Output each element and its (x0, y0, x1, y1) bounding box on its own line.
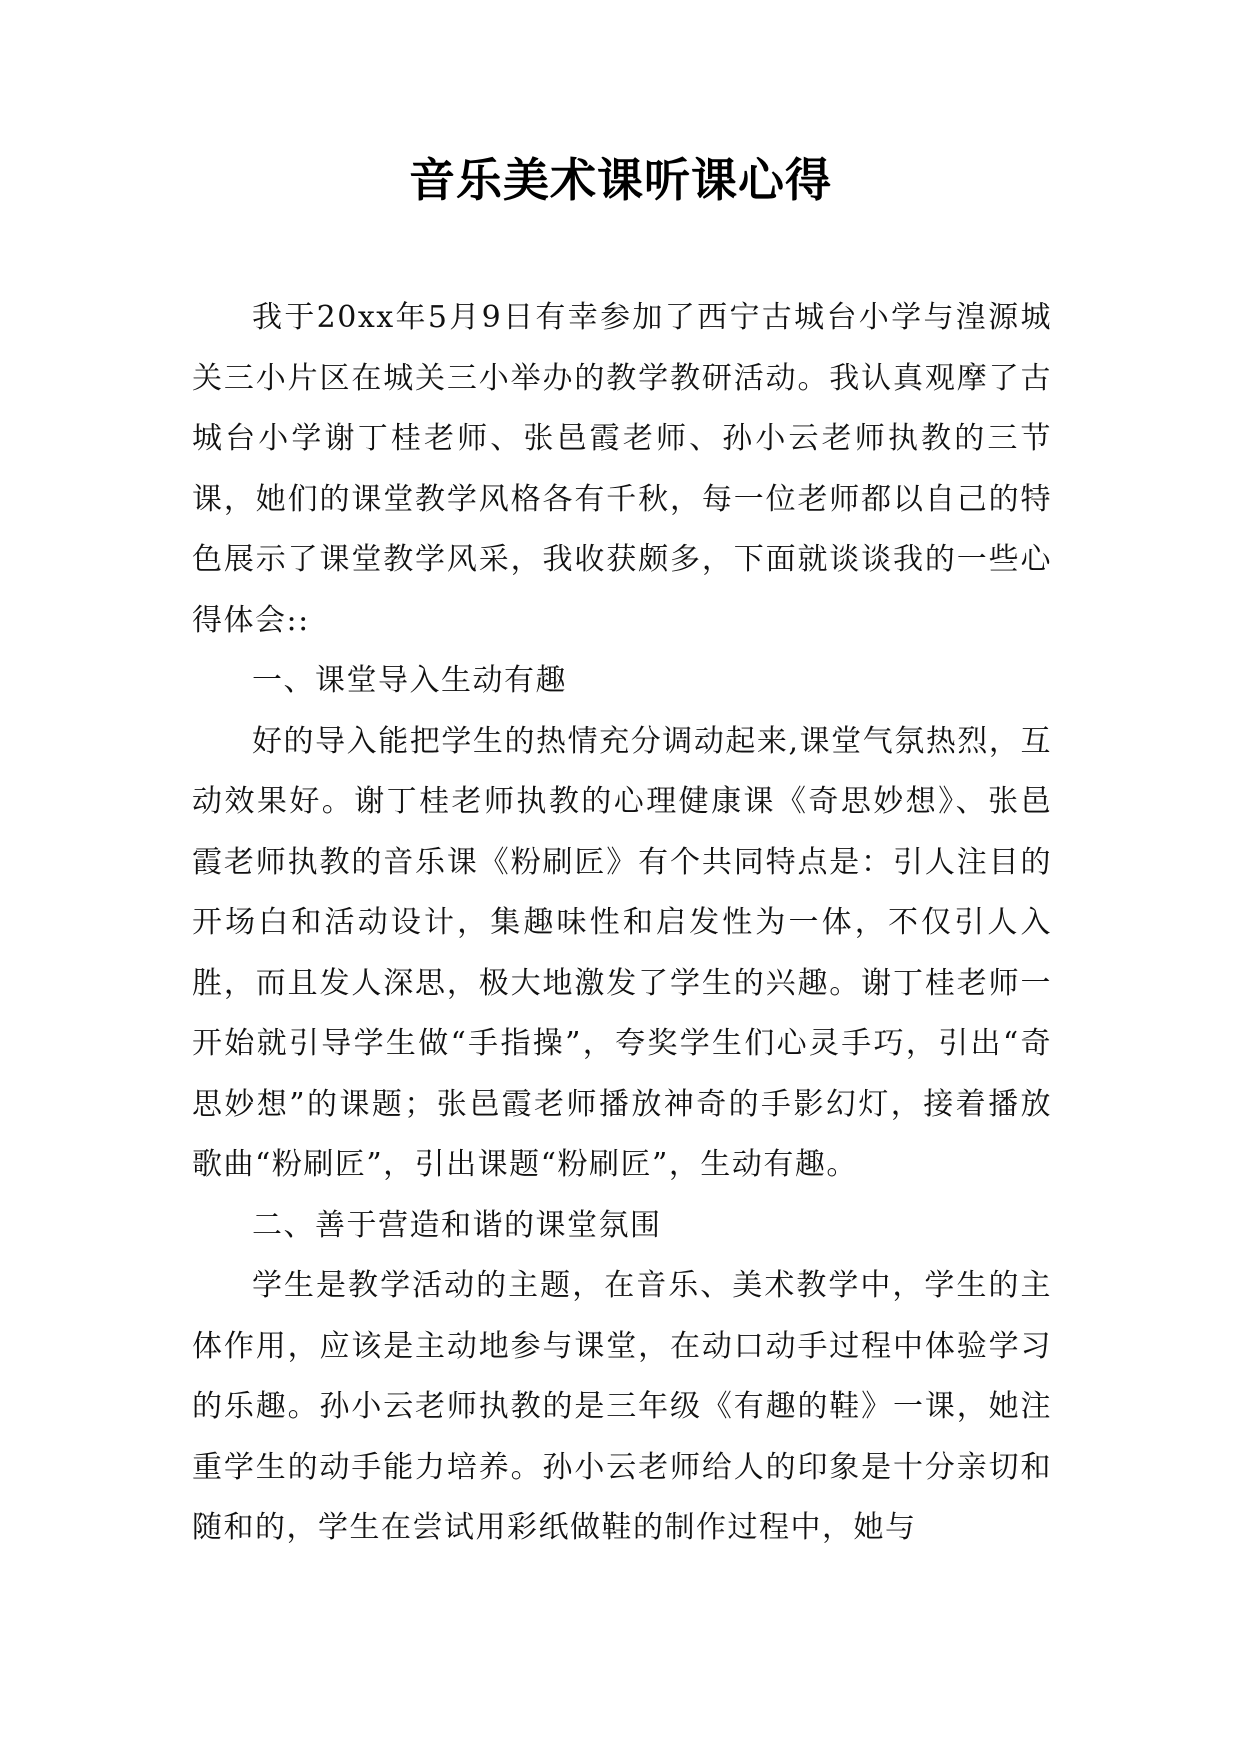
paragraph-section-1: 好的导入能把学生的热情充分调动起来,课堂气氛热烈，互动效果好。谢丁桂老师执教的心理健康课《奇思妙想》、张邑霞老师执教的音乐课《粉刷匠》有个共同特点是：引人注目的开场白和活动设计，集趣味性和启发性为一体，不仅引人入胜，而且发人深思，极大地激发了学生的兴趣。谢丁桂老师一开始就引导学生做“手指操”，夸奖学生们心灵手巧，引出“奇思妙想”的课题；张邑霞老师播放神奇的手影幻灯，接着播放歌曲“粉刷匠”，引出课题“粉刷匠”，生动有趣。 (192, 723, 1052, 1182)
document-title: 音乐美术课听课心得 (409, 153, 832, 207)
section-heading-1: 一、课堂导入生动有趣 (252, 663, 567, 698)
section-heading-2: 二、善于营造和谐的课堂氛围 (252, 1207, 662, 1243)
document-body (192, 288, 1052, 1559)
paragraph-section-2: 学生是教学活动的主题，在音乐、美术教学中，学生的主体作用，应该是主动地参与课堂，在动口动手过程中体验学习的乐趣。孙小云老师执教的是三年级《有趣的鞋》一课，她注重学生的动手能力培养。孙小云老师给人的印象是十分亲切和随和的，学生在尝试用彩纸做鞋的制作过程中，她与 (192, 1268, 1052, 1545)
paragraph-intro: 我于20xx年5月9日有幸参加了西宁古城台小学与湟源城关三小片区在城关三小举办的教学教研活动。我认真观摩了古城台小学谢丁桂老师、张邑霞老师、孙小云老师执教的三节课，她们的课堂教学风格各有千秋，每一位老师都以自己的特色展示了课堂教学风采，我收获颇多，下面就谈谈我的一些心得体会:: (192, 300, 1052, 638)
